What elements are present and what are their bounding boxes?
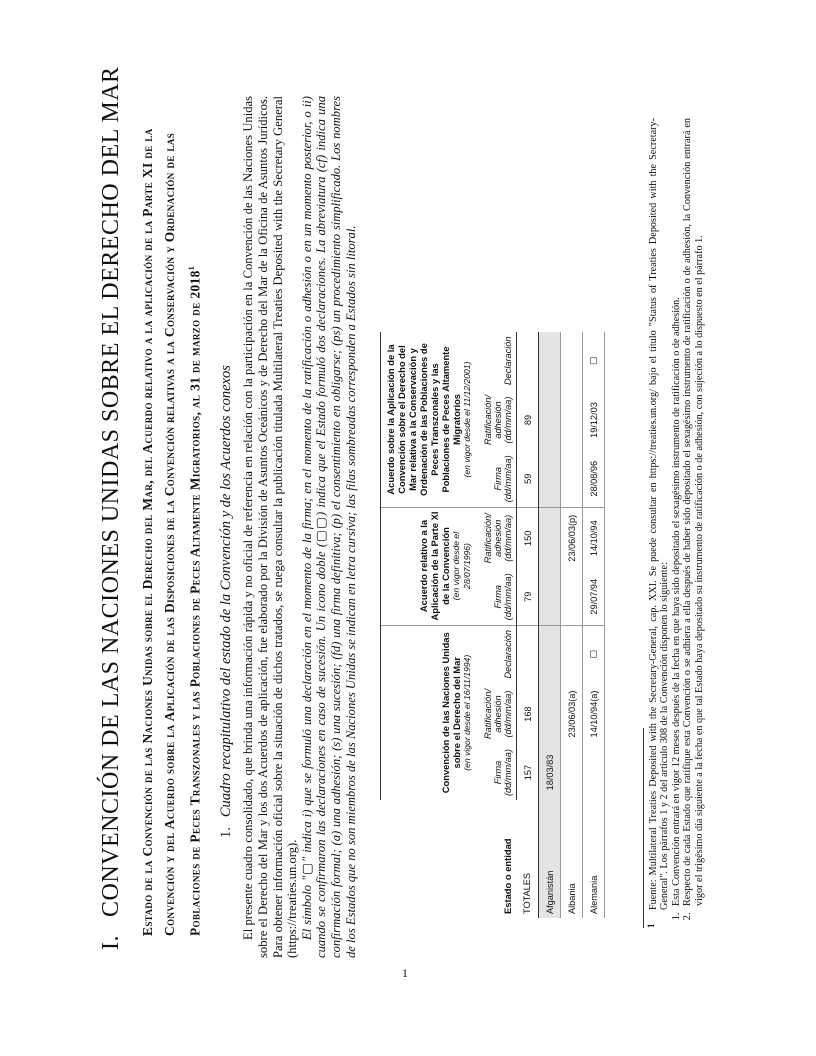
cell (539, 389, 561, 451)
row-name: TOTALES (517, 800, 539, 918)
cell: 18/03/83 (539, 745, 561, 800)
group-header-part-xi: Acuerdo relativo a la Aplicación de la Parte XI de la Convención (en vigor desde el 28/07/1996) (381, 507, 478, 625)
col-declaracion-3: Declaración (477, 333, 517, 390)
row-name: Afganistán (539, 800, 561, 918)
col-declaracion-1: Declaración (477, 625, 517, 683)
rotated-page-content (98, 66, 718, 958)
cell (561, 389, 583, 451)
cell (561, 451, 583, 507)
group-header-fish-stocks: Acuerdo sobre la Aplicación de la Convención sobre el Derecho del Mar relativa a la Conservación y Ordenación de las Poblaciones de Peces Transzonales y las Poblaciones de Peces Altamente Migratorios (en vigor desde el 11/12/2001) (381, 333, 478, 508)
cell: 168 (517, 683, 539, 745)
cell (561, 625, 583, 683)
cell: 157 (517, 745, 539, 800)
cell (517, 625, 539, 683)
cell (539, 451, 561, 507)
col-ratificacion-1: Ratificación/ adhesión (dd/mm/aa) (477, 683, 517, 745)
subtitle-text: Estado de la Convención de las Naciones Unidas sobre el Derecho del Mar, del Acuerdo relativo a la aplicación de la Parte XI de la Convención y del Acuerdo sobre la Aplicación de las Disposiciones de la Convención relativas a la Conservación y Ordenación de las Poblaciones de Peces Transzonales y las Poblaciones de Peces Altamente Migratorios, al 31 de marzo de 2018 (140, 128, 203, 936)
cell (561, 569, 583, 625)
footnote-mark: 1 (646, 923, 656, 928)
chapter-title: CONVENCIÓN DE LAS NACIONES UNIDAS SOBRE EL DERECHO DEL MAR (98, 66, 124, 917)
cell (539, 625, 561, 683)
footnote-body (648, 118, 671, 928)
cell (517, 333, 539, 390)
intro-paragraph: El presente cuadro consolidado, que brinda una información rápida y no oficial de referencia en relación con la participación en la Convención de las Naciones Unidas sobre el Derecho del Mar y los dos Acuerdos de aplicación, fue elaborado por la División de Asuntos Oceánicos y de Derecho del Mar de la Oficina de Asuntos Jurídicos. Para obtener información oficial sobre la situación de dichos tratados, se ruega consultar la publicación titulada Multilateral Treaties Deposited with the Secretary General (https://treaties.un.org). (241, 96, 300, 958)
subtitle-footnote-mark[interactable]: 1 (187, 265, 196, 271)
group-header-convention: Convención de las Naciones Unidas sobre el Derecho del Mar (en vigor desde el 16/11/1994) (381, 625, 478, 800)
chapter-number: I. (98, 935, 124, 950)
col-ratificacion-2: Ratificación/ adhesión (dd/mm/aa) (477, 507, 517, 569)
cell (539, 333, 561, 390)
row-name: Albania (561, 800, 583, 918)
cell: 23/06/03(p) (561, 507, 583, 569)
cell: 28/08/96 (583, 451, 605, 507)
page-number: 1 (402, 966, 408, 980)
cell: 79 (517, 569, 539, 625)
table-row (539, 333, 561, 919)
section-heading (218, 78, 235, 958)
col-ratificacion-3: Ratificación/ adhesión (dd/mm/aa) (477, 389, 517, 451)
table-row (517, 333, 539, 919)
col-firma-1: Firma (dd/mm/aa) (477, 745, 517, 800)
footnote-item: 1. Esta Convención entrará en vigor 12 meses después de la fecha en que haya sido depositado el sexagésimo instrumento de ratificación o de adhesión. (671, 118, 682, 910)
footnote-rule (643, 728, 644, 928)
chapter-heading (98, 66, 125, 958)
cell (583, 745, 605, 800)
footnote-list (671, 118, 705, 928)
cell (561, 745, 583, 800)
cell: 29/07/94 (583, 569, 605, 625)
document-subtitle (137, 96, 206, 958)
status-table (380, 333, 605, 919)
declaration-icon: ▢ (583, 625, 605, 683)
section-title: Cuadro recapitulativo del estado de la Convención y de los Acuerdos conexos (218, 365, 235, 818)
col-firma-3: Firma (dd/mm/aa) (477, 451, 517, 507)
table-row (561, 333, 583, 919)
cell (539, 683, 561, 745)
col-firma-2: Firma (dd/mm/aa) (477, 569, 517, 625)
cell: 14/10/94 (583, 507, 605, 569)
cell: 89 (517, 389, 539, 451)
cell (561, 333, 583, 390)
cell: 19/12/03 (583, 389, 605, 451)
cell (539, 569, 561, 625)
section-number: 1. (218, 827, 235, 838)
row-name: Alemania (583, 800, 605, 918)
footnote-text: Fuente: Multilateral Treaties Deposited with the Secretary-General, cap. XXI. Se puede consultar en https://treaties.un.org/ bajo el título "Status of Treaties Deposited with the Secretary-General". Los párrafos 1 y 2 del artículo 308 de la Convención disponen lo siguiente: (648, 118, 671, 910)
cell: 59 (517, 451, 539, 507)
cell: 23/06/03(a) (561, 683, 583, 745)
cell: 150 (517, 507, 539, 569)
declaration-icon: ▢ (583, 333, 605, 390)
estado-header: Estado o entidad (501, 838, 513, 914)
footnote (643, 118, 705, 928)
footnote-item: 2. Respecto de cada Estado que ratifique esta Convención o se adhiera a ella después de haber sido depositado el sexagésimo instrumento de ratificación o de adhesión, la Convención entrará en vigor el trigésimo día siguiente a la fecha en que tal Estado haya depositado su instrumento de ratificación o de adhesión, con sujeción a lo dispuesto en el párrafo 1. (682, 118, 705, 910)
symbols-paragraph: El símbolo "▢" indica i) que se formuló una declaración en el momento de la firma; en el momento de la ratificación o adhesión o en un momento posterior, o ii) cuando se confirmaron las declaraciones en caso de sucesión. Un icono doble (▢▢) indica que el Estado formuló dos declaraciones. La abreviatura (cf) indica una confirmación formal; (a) una adhesión; (s) una sucesión; (fd) una firma definitiva; (p) el consentimiento en obligarse; (ps) un procedimiento simplificado. Los nombres de los Estados que no son miembros de las Naciones Unidas se indican en letra cursiva; las filas sombreadas corresponden a Estados sin litoral. (299, 96, 358, 958)
cell: 14/10/94(a) (583, 683, 605, 745)
table-row (583, 333, 605, 919)
cell (539, 507, 561, 569)
